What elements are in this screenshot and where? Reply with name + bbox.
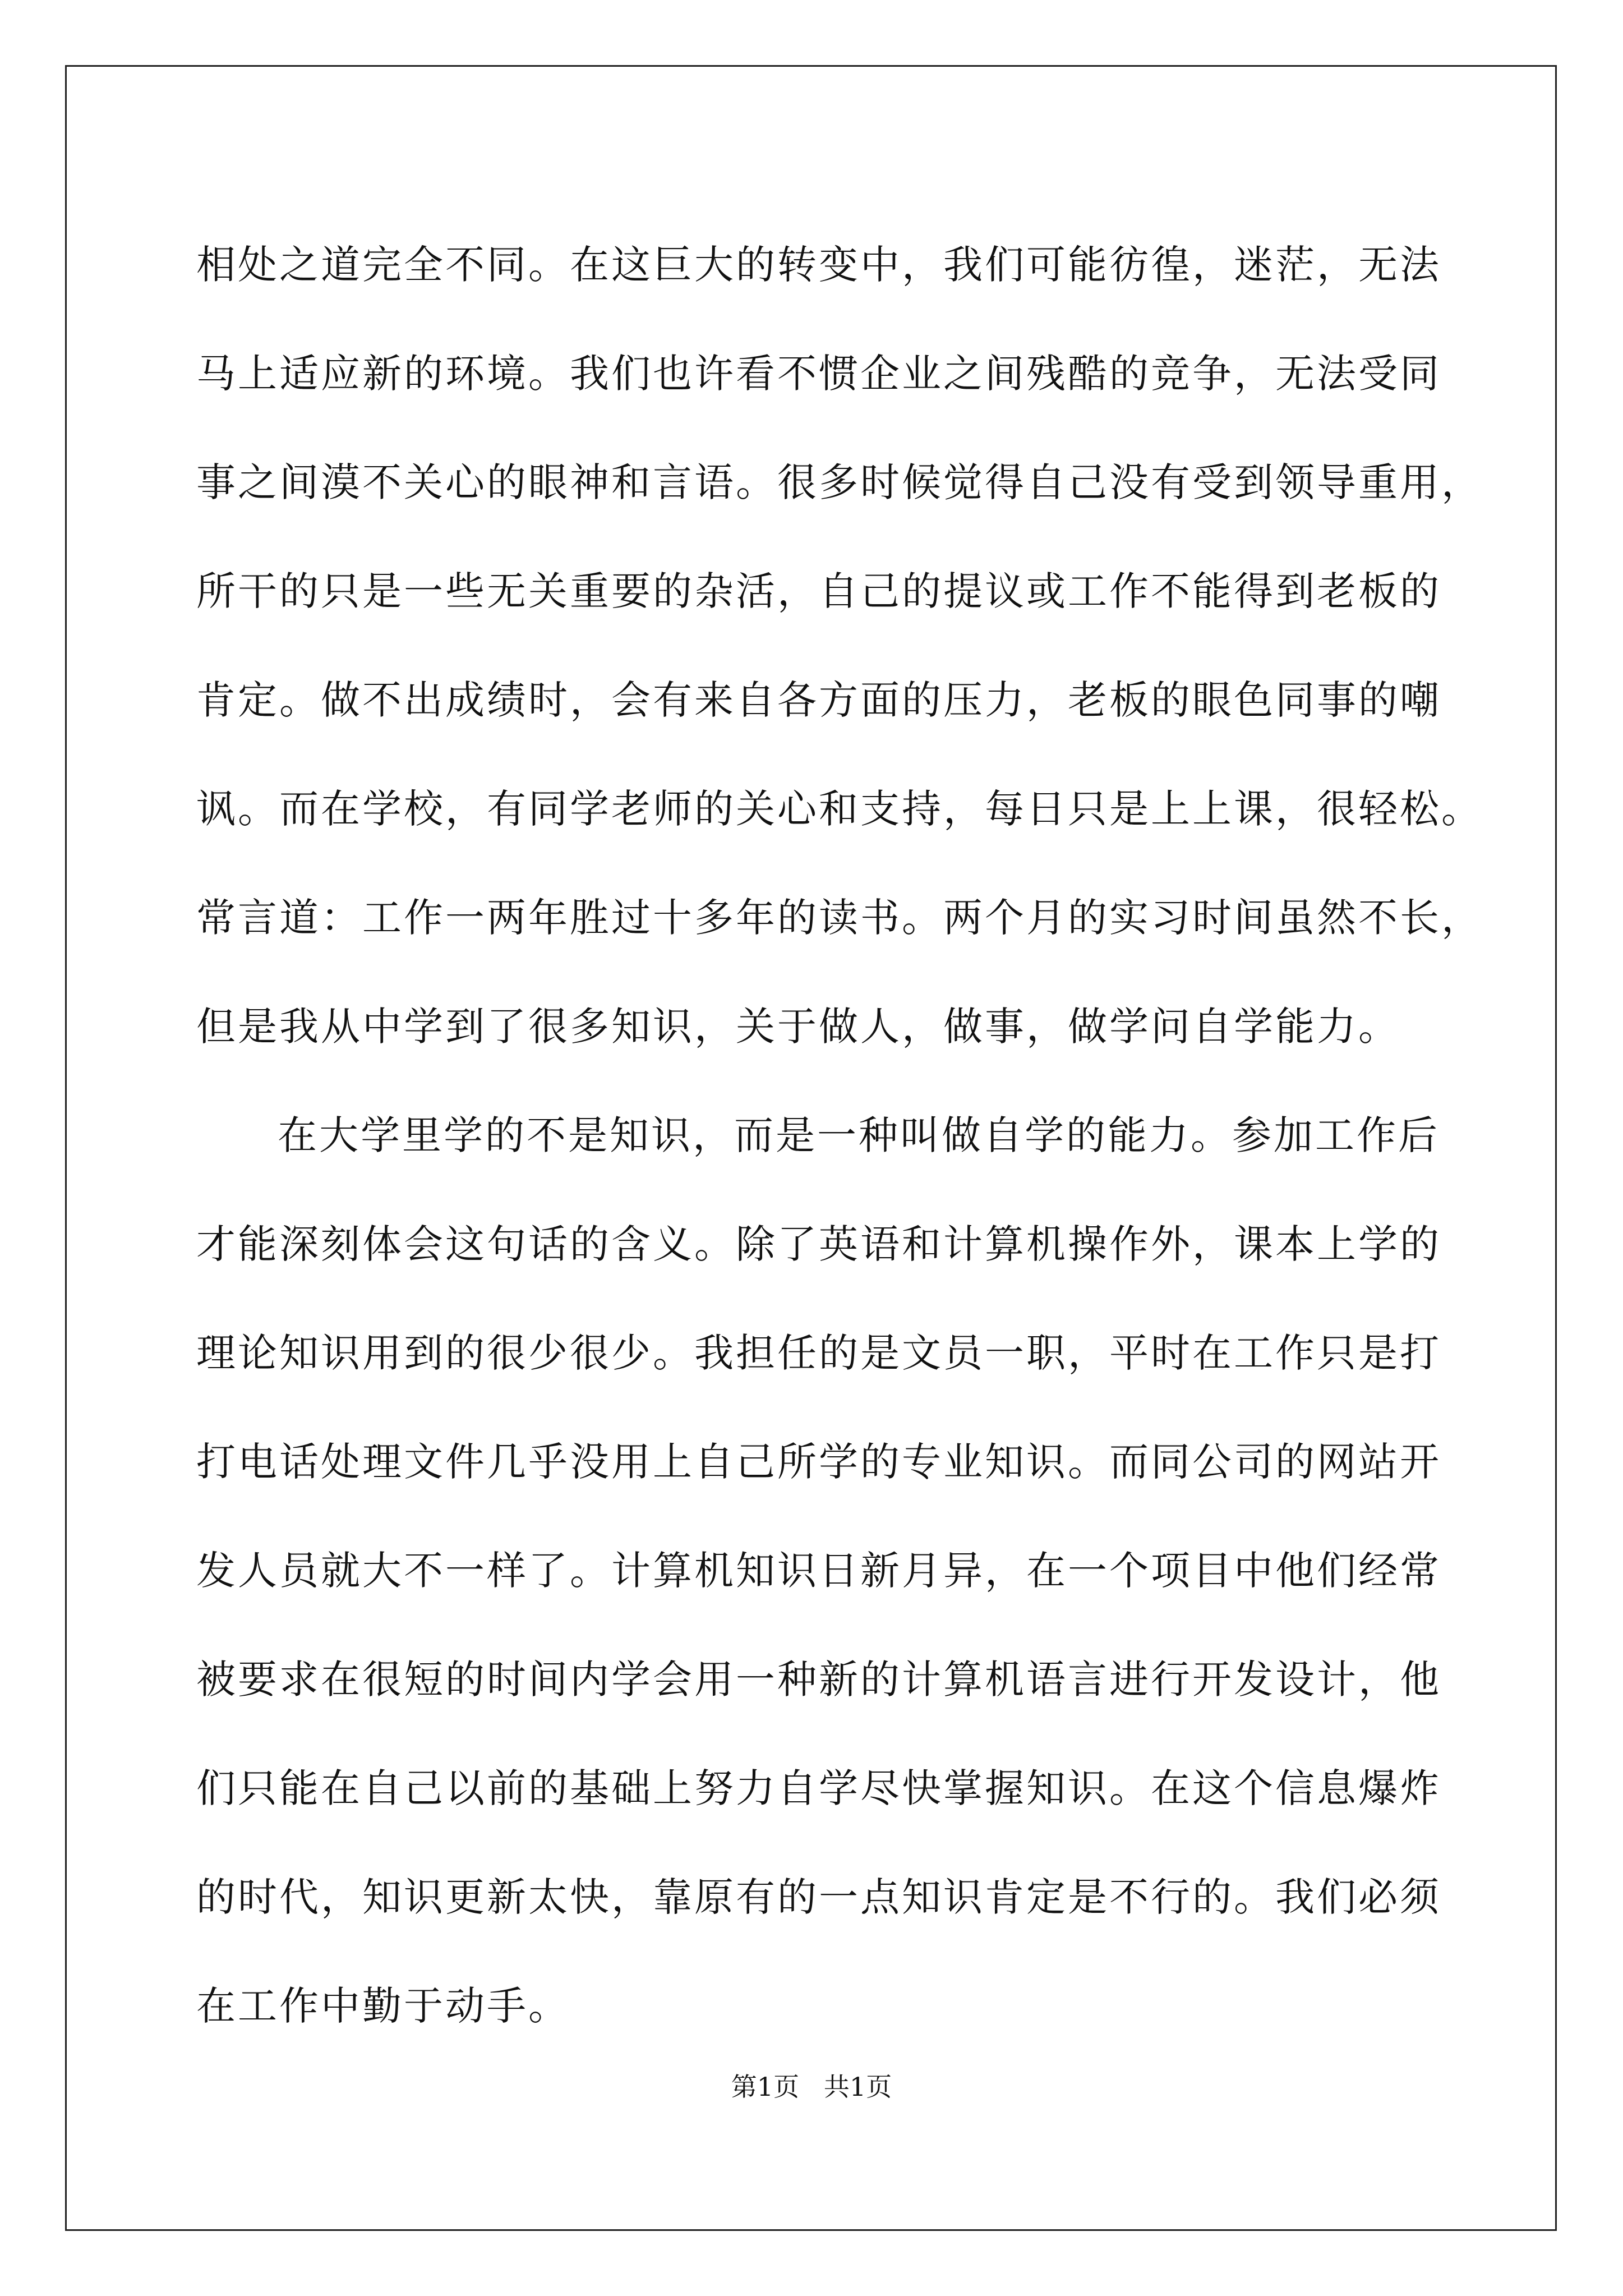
text-line: 讽。而在学校，有同学老师的关心和支持，每日只是上上课，很轻松。 (196, 786, 1483, 832)
text-line: 在工作中勤于动手。 (196, 1983, 570, 2029)
text-line: 理论知识用到的很少很少。我担任的是文员一职，平时在工作只是打 (196, 1330, 1441, 1376)
text-line: 常言道：工作一两年胜过十多年的读书。两个月的实习时间虽然不长， (196, 895, 1483, 941)
text-line: 事之间漠不关心的眼神和言语。很多时候觉得自己没有受到领导重用， (196, 459, 1483, 505)
paragraph-1 (196, 210, 1483, 1081)
paragraph-2 (196, 1081, 1441, 2060)
text-line: 马上适应新的环境。我们也许看不惯企业之间残酷的竞争，无法受同 (196, 351, 1441, 397)
text-line: 在大学里学的不是知识，而是一种叫做自学的能力。参加工作后 (278, 1112, 1440, 1158)
text-line: 的时代，知识更新太快，靠原有的一点知识肯定是不行的。我们必须 (196, 1874, 1441, 1920)
document-body (196, 210, 1483, 2060)
text-line: 们只能在自己以前的基础上努力自学尽快掌握知识。在这个信息爆炸 (196, 1765, 1441, 1811)
text-line: 被要求在很短的时间内学会用一种新的计算机语言进行开发设计，他 (196, 1657, 1441, 1703)
text-line: 相处之道完全不同。在这巨大的转变中，我们可能彷徨，迷茫，无法 (196, 242, 1441, 288)
page-number-footer: 第1页 共1页 (731, 2072, 892, 2102)
text-line: 发人员就大不一样了。计算机知识日新月异，在一个项目中他们经常 (196, 1548, 1441, 1594)
text-line: 肯定。做不出成绩时，会有来自各方面的压力，老板的眼色同事的嘲 (196, 677, 1441, 723)
text-line: 打电话处理文件几乎没用上自己所学的专业知识。而同公司的网站开 (196, 1439, 1441, 1485)
text-line: 所干的只是一些无关重要的杂活，自己的提议或工作不能得到老板的 (196, 568, 1441, 614)
text-line: 但是我从中学到了很多知识，关于做人，做事，做学问自学能力。 (196, 1004, 1400, 1050)
text-line: 才能深刻体会这句话的含义。除了英语和计算机操作外，课本上学的 (196, 1221, 1441, 1267)
